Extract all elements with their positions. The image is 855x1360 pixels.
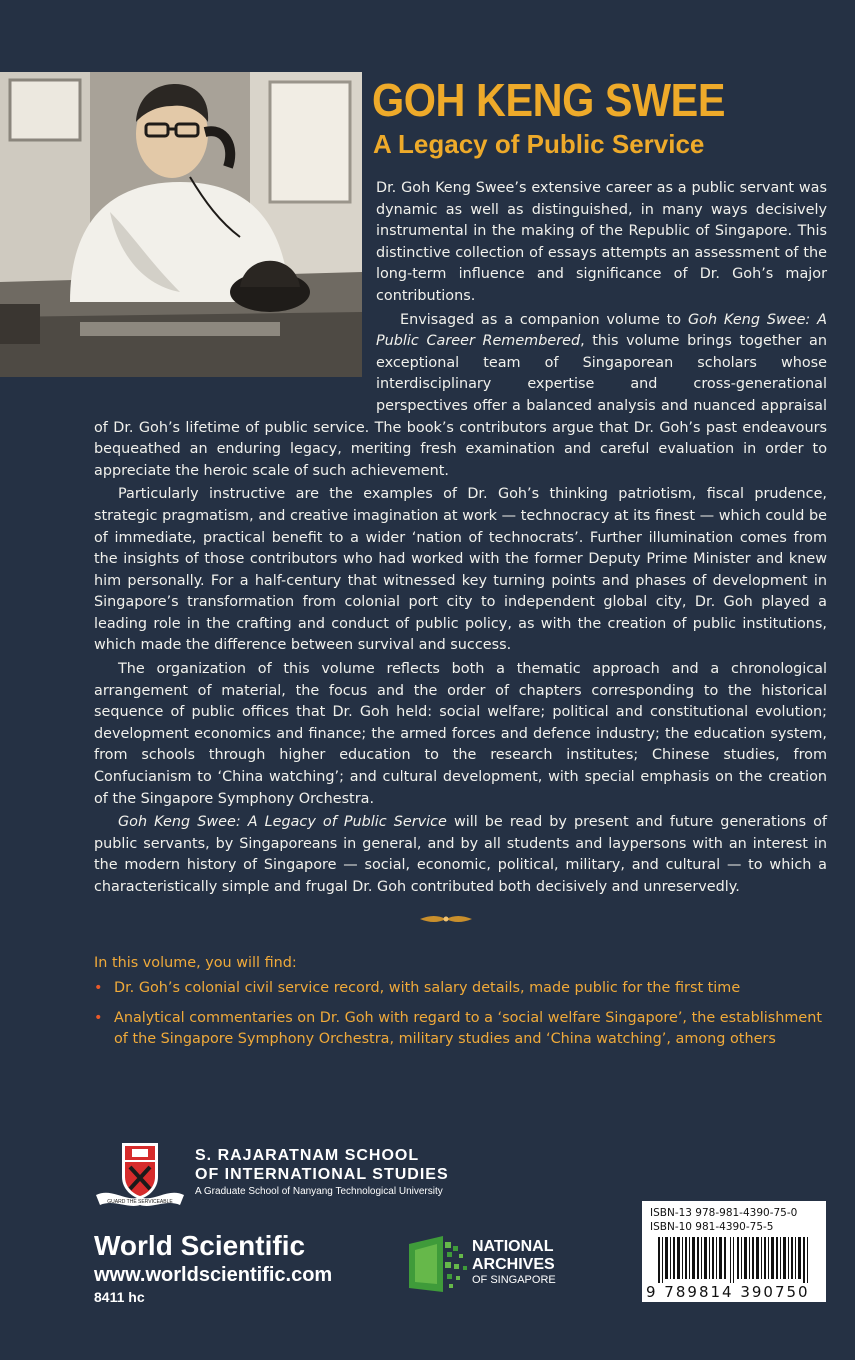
publisher-name: World Scientific (94, 1230, 306, 1261)
blurb-paragraph-3: Particularly instructive are the examples of Dr. Goh’s thinking patriotism, fiscal prudence, strategic pragmatism, and creative imagination at work — technocracy at its finest — which could be of immediate, practical benefit to a wider ‘nation of technocrats’. Further illumination comes from the insights of those contributors who had worked with the former Deputy Prime Minister and knew him personally. For a half-century that witnessed key turning points and phases of development in Singapore’s transformation from colonial port city to independent global city, Dr. Goh played a leading role in the crafting and conduct of public policy, as with the creation of public institutions, which made the difference between survival and success. (94, 486, 827, 654)
ornament-divider-icon (418, 912, 474, 926)
barcode-digits: 9 789814 390750 (646, 1283, 810, 1301)
isbn-13: ISBN-13 978-981-4390-75-0 (650, 1207, 798, 1219)
highlight-text: Dr. Goh’s colonial civil service record, with salary details, made public for the first time (114, 980, 741, 996)
rsis-name-line-1: S. RAJARATNAM SCHOOL (195, 1147, 420, 1164)
blurb-paragraph-5-body: will be read by present and future generations of public servants, by Singaporeans in general, and by all students and laypersons with an interest in the modern history of Singapore — social, economic, political, military, and cultural — to which a characteristically simple and frugal Dr. Goh contributed both decisively and unreservedly. (94, 814, 827, 895)
publisher-url[interactable]: www.worldscientific.com (94, 1264, 333, 1286)
highlight-text: Analytical commentaries on Dr. Goh with regard to a ‘social welfare Singapore’, the establishment of the Singapore Symphony Orchestra, military studies and ‘China watching’, among others (114, 1010, 822, 1047)
archives-line-1: NATIONAL (472, 1238, 554, 1255)
national-archives-logo-icon (403, 1232, 473, 1296)
book-title: GOH KENG SWEE (372, 74, 725, 126)
highlights-heading: In this volume, you will find: (94, 955, 297, 971)
photo-float-spacer (94, 178, 376, 408)
bullet-icon: • (94, 980, 103, 996)
rsis-tagline: A Graduate School of Nanyang Technological University (195, 1186, 443, 1197)
book-subtitle: A Legacy of Public Service (373, 129, 705, 159)
rsis-crest-logo (92, 1137, 188, 1209)
book-title-italic: Goh Keng Swee: A Legacy of Public Service (118, 814, 447, 831)
highlights-list (94, 978, 834, 1059)
highlight-item (94, 978, 834, 999)
isbn-10: ISBN-10 981-4390-75-5 (650, 1221, 774, 1233)
isbn-barcode-box (642, 1201, 826, 1302)
companion-volume-title: Goh Keng Swee: A Public Career Remembered (376, 311, 827, 350)
highlight-item (94, 1008, 834, 1050)
blurb-paragraph-2-intro: Envisaged as a companion volume to (400, 311, 688, 328)
blurb-paragraph-4: The organization of this volume reflects both a thematic approach and a chronological arrangement of material, the focus and the order of chapters corresponding to the historical sequence of public offices that Dr. Goh held: social welfare; political and constitutional evolution; development economics and finance; the armed forces and defence industry; the education system, from schools through higher education to the research institutes; Chinese studies, from Confucianism to ‘China watching’; and cultural development, with special emphasis on the creation of the Singapore Symphony Orchestra. (94, 661, 827, 807)
bullet-icon: • (94, 1010, 103, 1026)
barcode-icon (648, 1237, 820, 1283)
archives-line-3: OF SINGAPORE (472, 1274, 556, 1286)
national-archives-name (472, 1238, 556, 1286)
blurb-paragraph-2-body: , this volume brings together an exceptional team of Singaporean scholars whose interdisciplinary expertise and cross-generational perspectives offer a balanced analysis and nuanced appraisal of Dr. Goh’s lifetime of public service. The book’s contributors argue that Dr. Goh’s past endeavours bequeathed an enduring legacy, meriting fresh examination and careful evaluation in order to appreciate the heroic scale of such achievement. (94, 333, 827, 479)
publisher-code: 8411 hc (94, 1289, 145, 1305)
rsis-motto: GUARD THE SERVICEABLE (107, 1199, 173, 1205)
blurb-paragraph-1: Dr. Goh Keng Swee’s extensive career as a public servant was dynamic as well as distinguished, in many ways decisively instrumental in the making of the Republic of Singapore. This distinctive collection of essays attempts an assessment of the long-term influence and significance of Dr. Goh’s major contributions. (376, 180, 827, 304)
rsis-name (195, 1146, 449, 1184)
rsis-name-line-2: OF INTERNATIONAL STUDIES (195, 1166, 449, 1183)
archives-line-2: ARCHIVES (472, 1256, 555, 1273)
blurb-paragraph-5 (94, 812, 827, 898)
blurb-text (94, 178, 827, 901)
